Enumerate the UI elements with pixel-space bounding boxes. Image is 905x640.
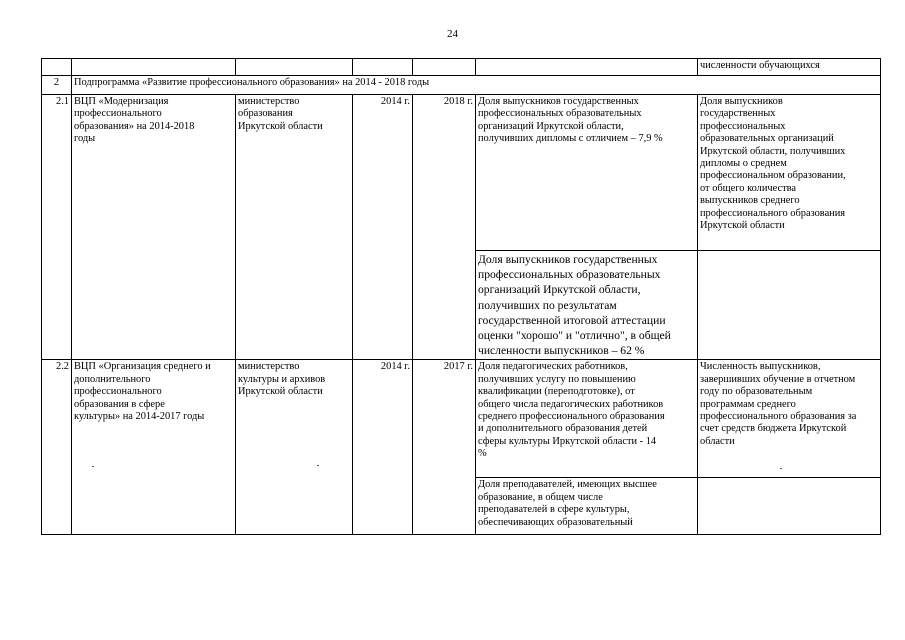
indicator: Доля преподавателей, имеющих высшее образование, в общем числе преподавателей в сфере культуры, обеспечивающих образовательный [476,478,698,535]
end-year: 2018 г. [413,95,476,360]
indicator: Доля педагогических работников, получивших услугу по повышению квалификации (переподготовке), от общего числа педагогических работников среднего профессионального образования и дополнительного образования детей сферы культуры Иркутской области - 14 % [476,360,698,478]
scan-speck [92,466,94,467]
section-row [42,76,881,95]
page-number: 24 [447,28,458,40]
cell-empty [476,59,698,76]
executor: министерство культуры и архивов Иркутской области [236,360,353,535]
cell-empty [72,59,236,76]
target-indicator [698,251,881,360]
scan-speck [317,465,319,466]
table-row-continuation [42,59,881,76]
end-year: 2017 г. [413,360,476,535]
row-number: 2.2 [42,360,72,535]
section-number: 2 [42,76,72,95]
executor: министерство образования Иркутской области [236,95,353,360]
target-indicator: Доля выпускников государственных профессиональных образовательных организаций Иркутской области, получивших дипломы о среднем профессиональном образовании, от общего количества выпускников среднего профессионального образования Иркутской области [698,95,881,251]
row-number: 2.1 [42,95,72,360]
cell-empty [236,59,353,76]
indicator: Доля выпускников государственных профессиональных образовательных организаций Иркутской области, получивших дипломы с отличием – 7,9 % [476,95,698,251]
start-year: 2014 г. [353,95,413,360]
target-indicator: Численность выпускников, завершивших обучение в отчетном году по образовательным программам среднего профессионального образования за счет средств бюджета Иркутской области [698,360,881,478]
program-table [41,58,881,535]
program-name: ВЦП «Модернизация профессионального образования» на 2014-2018 годы [72,95,236,360]
scan-speck [780,468,782,469]
table-row [42,95,881,251]
cell-empty [353,59,413,76]
section-title: Подпрограмма «Развитие профессионального образования» на 2014 - 2018 годы [72,76,881,95]
cell-empty [413,59,476,76]
program-name: ВЦП «Организация среднего и дополнительного профессионального образования в сфере культуры» на 2014-2017 годы [72,360,236,535]
cell-target-tail: численности обучающихся [698,59,881,76]
indicator: Доля выпускников государственных профессиональных образовательных организаций Иркутской области, получивших по результатам государственной итоговой аттестации оценки "хорошо" и "отлично", в общей численности выпускников – 62 % [476,251,698,360]
table-row [42,360,881,478]
cell-empty [42,59,72,76]
target-indicator [698,478,881,535]
start-year: 2014 г. [353,360,413,535]
